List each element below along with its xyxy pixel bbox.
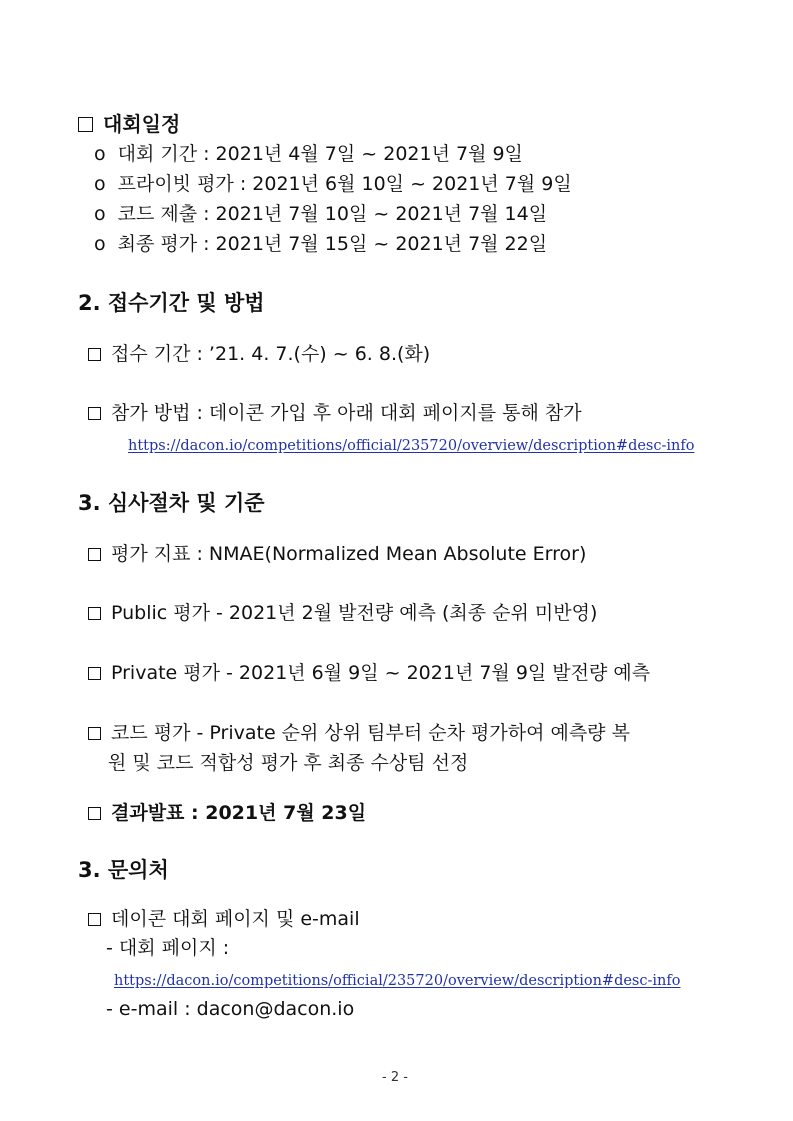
checkbox-icon (88, 667, 101, 680)
contact-link[interactable]: https://dacon.io/competitions/official/235720/overview/description#desc-info (114, 973, 681, 989)
criteria-item-continuation: 원 및 코드 적합성 평가 후 최종 수상팀 선정 (108, 752, 469, 774)
section-heading: 3. 심사절차 및 기준 (78, 491, 265, 515)
schedule-item: o 코드 제출 : 2021년 7월 10일 ~ 2021년 7월 14일 (94, 203, 548, 225)
method-item: 참가 방법 : 데이콘 가입 후 아래 대회 페이지를 통해 참가 (88, 404, 582, 423)
checkbox-icon (78, 117, 93, 132)
criteria-item: Private 평가 - 2021년 6월 9일 ~ 2021년 7월 9일 발전량 예측 (88, 664, 650, 683)
result-announcement: 결과발표 : 2021년 7월 23일 (88, 804, 366, 823)
schedule-item: o 최종 평가 : 2021년 7월 15일 ~ 2021년 7월 22일 (94, 233, 548, 255)
link-row (128, 437, 694, 454)
email-line: - e-mail : dacon@dacon.io (106, 998, 355, 1020)
checkbox-icon (88, 807, 101, 820)
page-label: - 대회 페이지 : (106, 937, 230, 959)
checkbox-icon (88, 407, 101, 420)
checkbox-icon (88, 727, 101, 740)
schedule-item: o 대회 기간 : 2021년 4월 7일 ~ 2021년 7월 9일 (94, 143, 523, 165)
bullet-icon: o (94, 173, 106, 195)
period-item: 접수 기간 : ’21. 4. 7.(수) ~ 6. 8.(화) (88, 345, 430, 364)
criteria-item: 코드 평가 - Private 순위 상위 팀부터 순차 평가하여 예측량 복 (88, 724, 630, 743)
criteria-item: 평가 지표 : NMAE(Normalized Mean Absolute Error) (88, 545, 586, 564)
link-row (114, 972, 680, 989)
checkbox-icon (88, 548, 101, 561)
checkbox-icon (88, 607, 101, 620)
bullet-icon: o (94, 143, 106, 165)
bullet-icon: o (94, 203, 106, 225)
checkbox-icon (88, 913, 101, 926)
section-heading: 2. 접수기간 및 방법 (78, 291, 265, 315)
competition-link[interactable]: https://dacon.io/competitions/official/235720/overview/description#desc-info (128, 438, 695, 454)
bullet-icon: o (94, 233, 106, 255)
criteria-item: Public 평가 - 2021년 2월 발전량 예측 (최종 순위 미반영) (88, 604, 597, 623)
checkbox-icon (88, 348, 101, 361)
contact-item: 데이콘 대회 페이지 및 e-mail (88, 910, 360, 929)
schedule-title: 대회일정 (78, 114, 180, 134)
schedule-item: o 프라이빗 평가 : 2021년 6월 10일 ~ 2021년 7월 9일 (94, 173, 572, 195)
section-heading: 3. 문의처 (78, 858, 169, 882)
page-number: - 2 - (382, 1070, 408, 1085)
